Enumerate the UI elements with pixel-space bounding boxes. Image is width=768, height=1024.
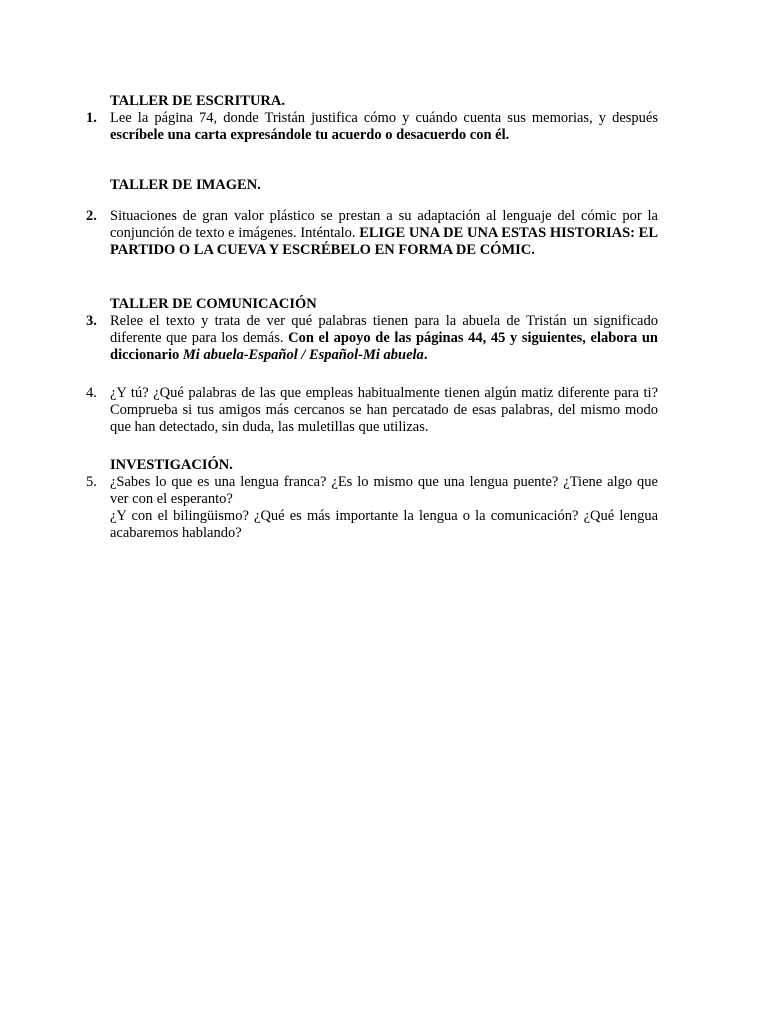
item-text-bold-italic: Mi abuela-Español / Español-Mi abuela (182, 347, 424, 363)
heading-taller-imagen: TALLER DE IMAGEN. (110, 177, 261, 193)
item-text: Lee la página 74, donde Tristán justifica cómo y cuándo cuenta sus memorias, y después (110, 110, 658, 126)
heading-taller-escritura: TALLER DE ESCRITURA. (110, 93, 285, 109)
item-text-continued: ¿Y con el bilingüismo? ¿Qué es más importante la lengua o la comunicación? ¿Qué lengua acabaremos hablando? (110, 508, 658, 541)
item-text: ¿Y tú? ¿Qué palabras de las que empleas habitualmente tienen algún matiz diferente para ti? Comprueba si tus amigos más cercanos se han percatado de esas palabras, del mismo modo que han detectado, sin duda, las muletillas que utilizas. (110, 385, 658, 435)
item-text-end: . (423, 347, 428, 363)
heading-taller-comunicacion: TALLER DE COMUNICACIÓN (110, 296, 317, 312)
heading-investigacion: INVESTIGACIÓN. (110, 457, 233, 473)
item-text: Relee el texto y trata de ver qué palabras tienen para la abuela de Tristán un significado diferente que para los demás. (110, 313, 658, 346)
item-number: 5. (86, 474, 97, 490)
list-item-3 (86, 313, 658, 364)
item-text-bold: escríbele una carta expresándole tu acuerdo o desacuerdo con él. (110, 127, 510, 143)
list-item-1 (86, 110, 658, 144)
item-text-bold: ELIGE UNA DE UNA ESTAS HISTORIAS: EL PARTIDO O LA CUEVA Y ESCRÉBELO EN FORMA DE CÓMIC. (110, 225, 659, 258)
item-number: 3. (86, 313, 97, 329)
item-number: 1. (86, 110, 97, 126)
list-item-2 (86, 208, 658, 259)
item-number: 4. (86, 385, 97, 401)
item-text: ¿Sabes lo que es una lengua franca? ¿Es lo mismo que una lengua puente? ¿Tiene algo que ver con el esperanto? (110, 474, 658, 507)
item-number: 2. (86, 208, 97, 224)
item-text-bold: Con el apoyo de las páginas 44, 45 y siguientes, elabora un diccionario (110, 330, 658, 363)
list-item-4 (86, 385, 658, 436)
item-text: Situaciones de gran valor plástico se prestan a su adaptación al lenguaje del cómic por la conjunción de texto e imágenes. Inténtalo. (110, 208, 658, 241)
list-item-5 (86, 474, 658, 542)
